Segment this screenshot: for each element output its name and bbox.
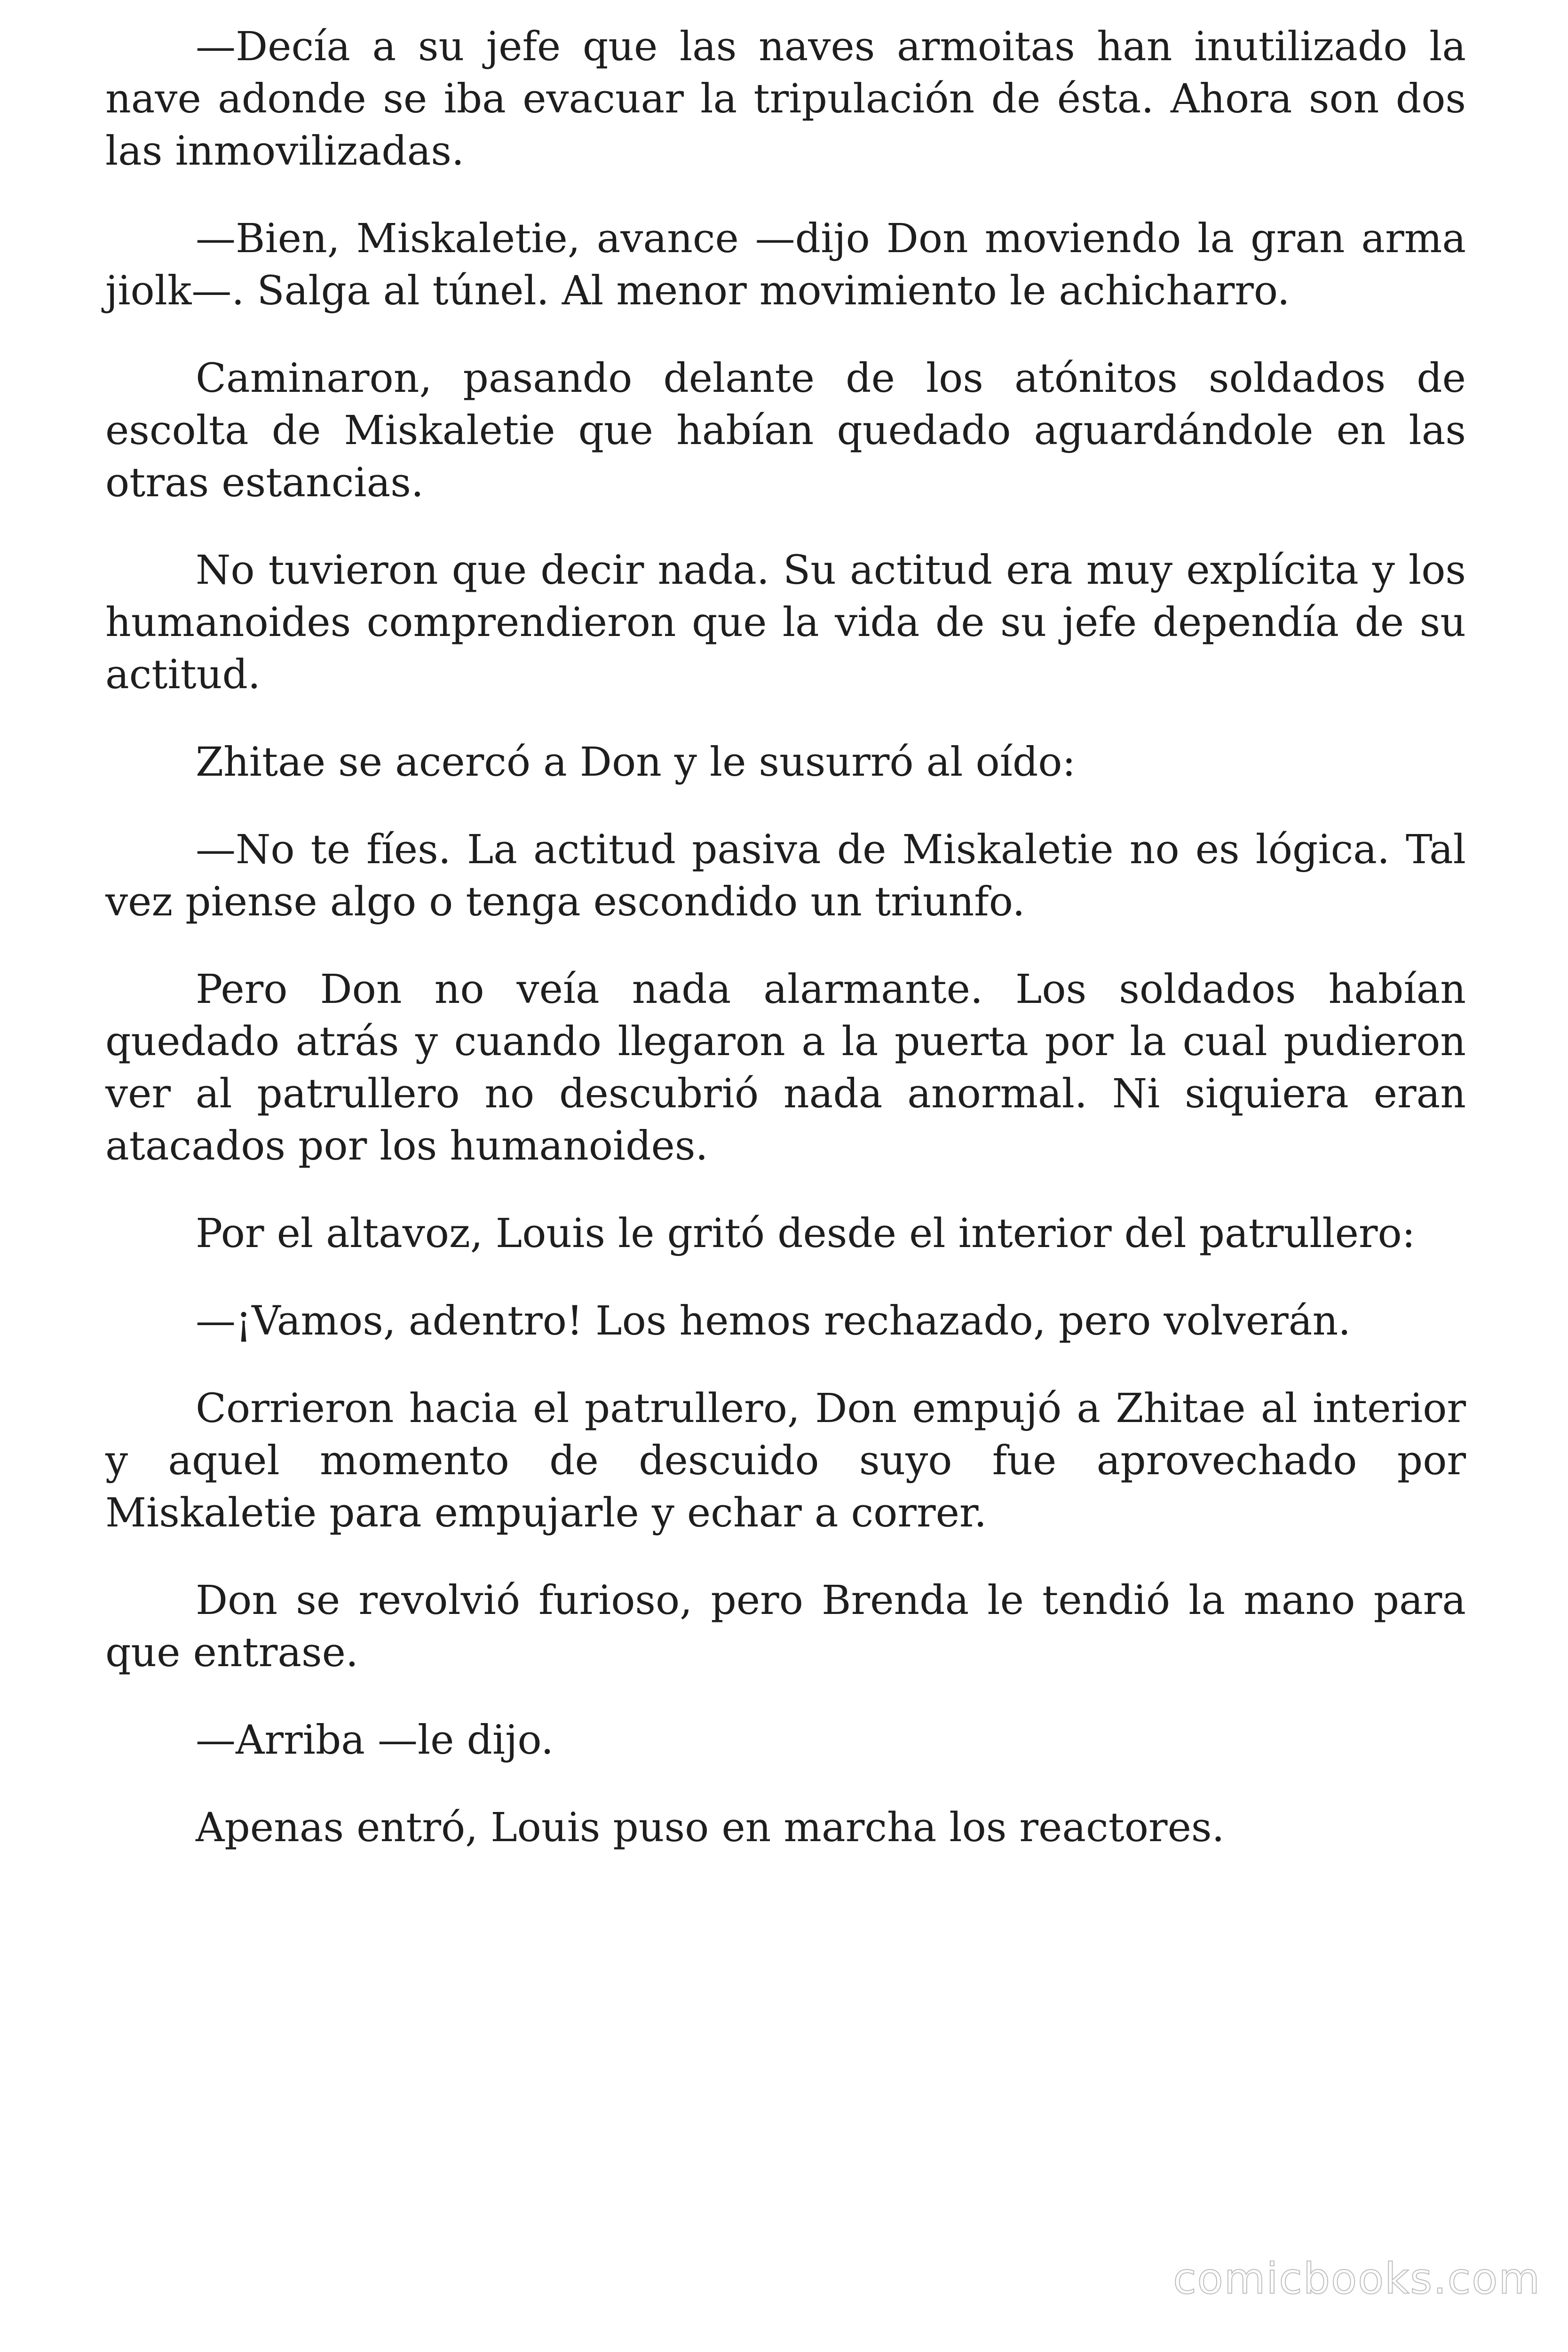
paragraph: Por el altavoz, Louis le gritó desde el interior del patrullero: — [196, 1210, 1416, 1257]
paragraph: —¡Vamos, adentro! Los hemos rechazado, pero volverán. — [196, 1298, 1351, 1344]
paragraph: —Bien, Miskaletie, avance —dijo Don moviendo la gran arma jiolk—. Salga al túnel. Al menor movimiento le achicharro. — [105, 215, 1466, 314]
paragraph: Caminaron, pasando delante de los atónitos soldados de escolta de Miskaletie que habían quedado aguardándole en las otras estancias. — [105, 355, 1466, 506]
paragraph: —No te fíes. La actitud pasiva de Miskaletie no es lógica. Tal vez piense algo o tenga escondido un triunfo. — [105, 826, 1466, 925]
paragraph: Pero Don no veía nada alarmante. Los soldados habían quedado atrás y cuando llegaron a la puerta por la cual pudieron ver al patrullero no descubrió nada anormal. Ni siquiera eran atacados por los humanoides. — [105, 966, 1466, 1169]
watermark: comicbooks.com — [1173, 2254, 1541, 2304]
paragraph: Corrieron hacia el patrullero, Don empujó a Zhitae al interior y aquel momento de descuido suyo fue aprovechado por Miskaletie para empujarle y echar a correr. — [105, 1385, 1466, 1536]
paragraph: —Decía a su jefe que las naves armoitas han inutilizado la nave adonde se iba evacuar la tripulación de ésta. Ahora son dos las inmovilizadas. — [105, 24, 1466, 175]
book-page-body — [105, 21, 1466, 1889]
paragraph: —Arriba —le dijo. — [196, 1717, 554, 1764]
paragraph: Don se revolvió furioso, pero Brenda le tendió la mano para que entrase. — [105, 1577, 1466, 1676]
paragraph: Apenas entró, Louis puso en marcha los reactores. — [196, 1804, 1225, 1851]
paragraph: No tuvieron que decir nada. Su actitud era muy explícita y los humanoides comprendieron que la vida de su jefe dependía de su actitud. — [105, 547, 1466, 698]
paragraph: Zhitae se acercó a Don y le susurró al oído: — [196, 739, 1076, 786]
